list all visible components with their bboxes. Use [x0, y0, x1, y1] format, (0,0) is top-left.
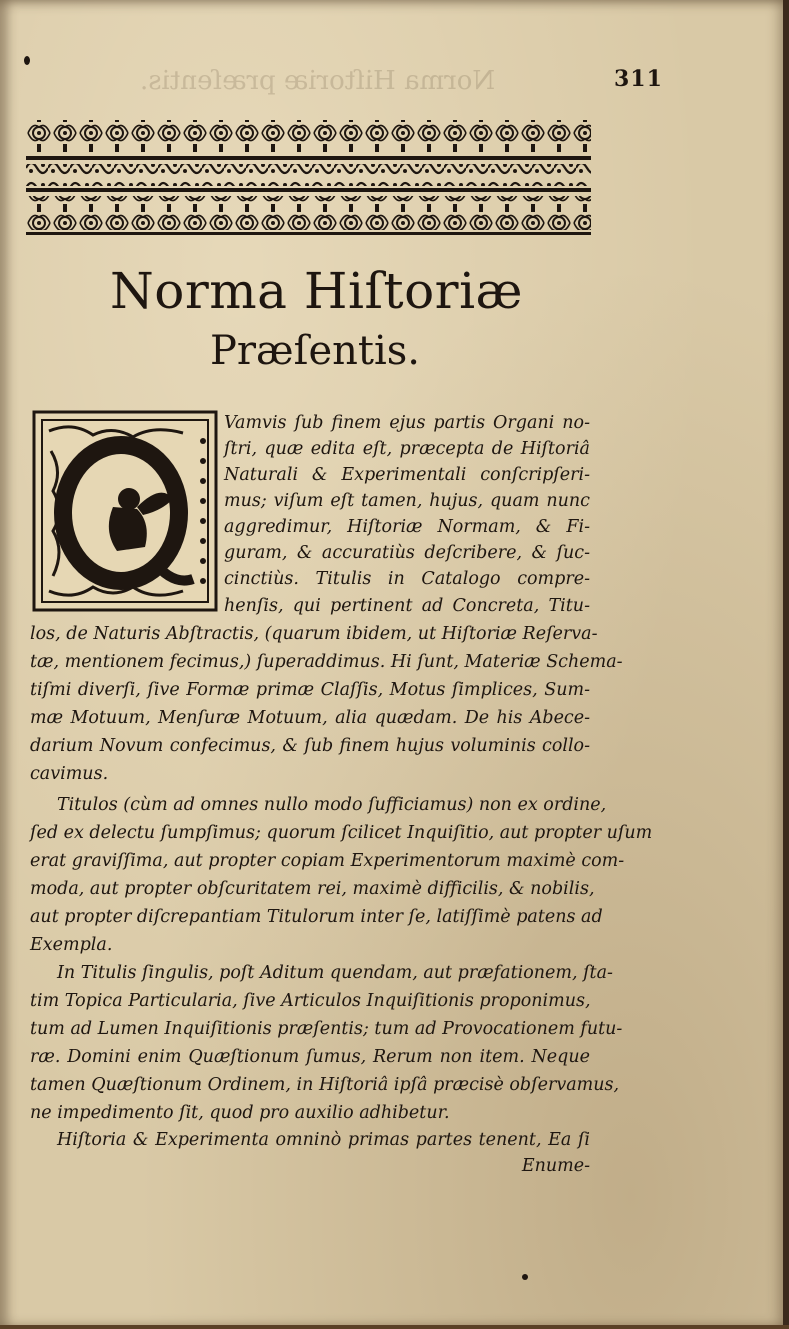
- page-edge: [783, 0, 789, 1329]
- text-line: tamen Quæſtionum Ordinem, in Hiſtoriâ ipſâ præcisè obſervamus,: [30, 1075, 620, 1095]
- text-line: aggredimur, Hiſtoriæ Normam, & Fi-: [224, 517, 590, 537]
- text-line: darium Novum confecimus, & ſub finem hujus voluminis collo-: [30, 736, 590, 756]
- ornamental-border: [26, 118, 591, 242]
- text-line: ne impedimento ſit, quod pro auxilio adhibetur.: [30, 1103, 450, 1123]
- text-line: In Titulis ſingulis, poſt Aditum quendam, aut præfationem, ſta-: [57, 963, 613, 983]
- text-line: los, de Naturis Abſtractis, (quarum ibidem, ut Hiſtoriæ Reſerva-: [30, 624, 598, 644]
- text-line: tiſmi diverſi, ſive Formæ primæ Claſſis, Motus ſimplices, Sum-: [30, 680, 590, 700]
- text-line: tum ad Lumen Inquiſitionis præſentis; tum ad Provocationem futu-: [30, 1019, 623, 1039]
- text-line: ſed ex delectu ſumpſimus; quorum ſcilicet Inquiſitio, aut propter uſum: [30, 823, 653, 843]
- text-line: tim Topica Particularia, ſive Articulos Inquiſitionis proponimus,: [30, 991, 591, 1011]
- text-line: Exempla.: [30, 935, 113, 955]
- text-line: henſis, qui pertinent ad Concreta, Titu-: [224, 596, 590, 616]
- page-number: 311: [614, 66, 663, 92]
- catchword: Enume-: [521, 1156, 590, 1176]
- text-line: Hiſtoria & Experimenta omninò primas partes tenent, Ea ſi: [57, 1130, 590, 1150]
- text-line: moda, aut propter obſcuritatem rei, maximè difficilis, & nobilis,: [30, 879, 595, 899]
- title-line-1: Norma Hiſtoriæ: [110, 262, 524, 320]
- text-line: mus; viſum eſt tamen, hujus, quam nunc: [224, 491, 590, 511]
- text-line: ræ. Domini enim Quæſtionum ſumus, Rerum non item. Neque: [30, 1047, 590, 1067]
- decorated-initial: [33, 411, 217, 611]
- text-line: Titulos (cùm ad omnes nullo modo ſufficiamus) non ex ordine,: [57, 795, 607, 815]
- page-edge: [0, 1325, 789, 1329]
- text-line: Naturali & Experimentali conſcripſeri-: [224, 465, 590, 485]
- text-line: erat graviſſima, aut propter copiam Experimentorum maximè com-: [30, 851, 625, 871]
- title-line-2: Præſentis.: [210, 328, 420, 374]
- initial-letter: Q: [124, 529, 126, 530]
- text-line: cavimus.: [30, 764, 109, 784]
- text-line: Vamvis ſub finem ejus partis Organi no-: [224, 413, 590, 433]
- ink-spot: [24, 56, 30, 65]
- text-line: mæ Motuum, Menſuræ Motuum, alia quædam. De his Abece-: [30, 708, 590, 728]
- show-through-text: Norma Hiſtoriæ præſentis.: [140, 66, 496, 96]
- text-line: ſtri, quæ edita eſt, præcepta de Hiſtoriâ: [224, 439, 590, 459]
- text-line: tæ, mentionem fecimus,) ſuperaddimus. Hi ſunt, Materiæ Schema-: [30, 652, 623, 672]
- text-line: aut propter diſcrepantiam Titulorum inter ſe, latiſſimè patens ad: [30, 907, 603, 927]
- text-line: cinctiùs. Titulis in Catalogo compre-: [224, 569, 590, 589]
- text-line: guram, & accuratiùs deſcribere, & ſuc-: [224, 543, 590, 563]
- ink-spot: [522, 1274, 528, 1280]
